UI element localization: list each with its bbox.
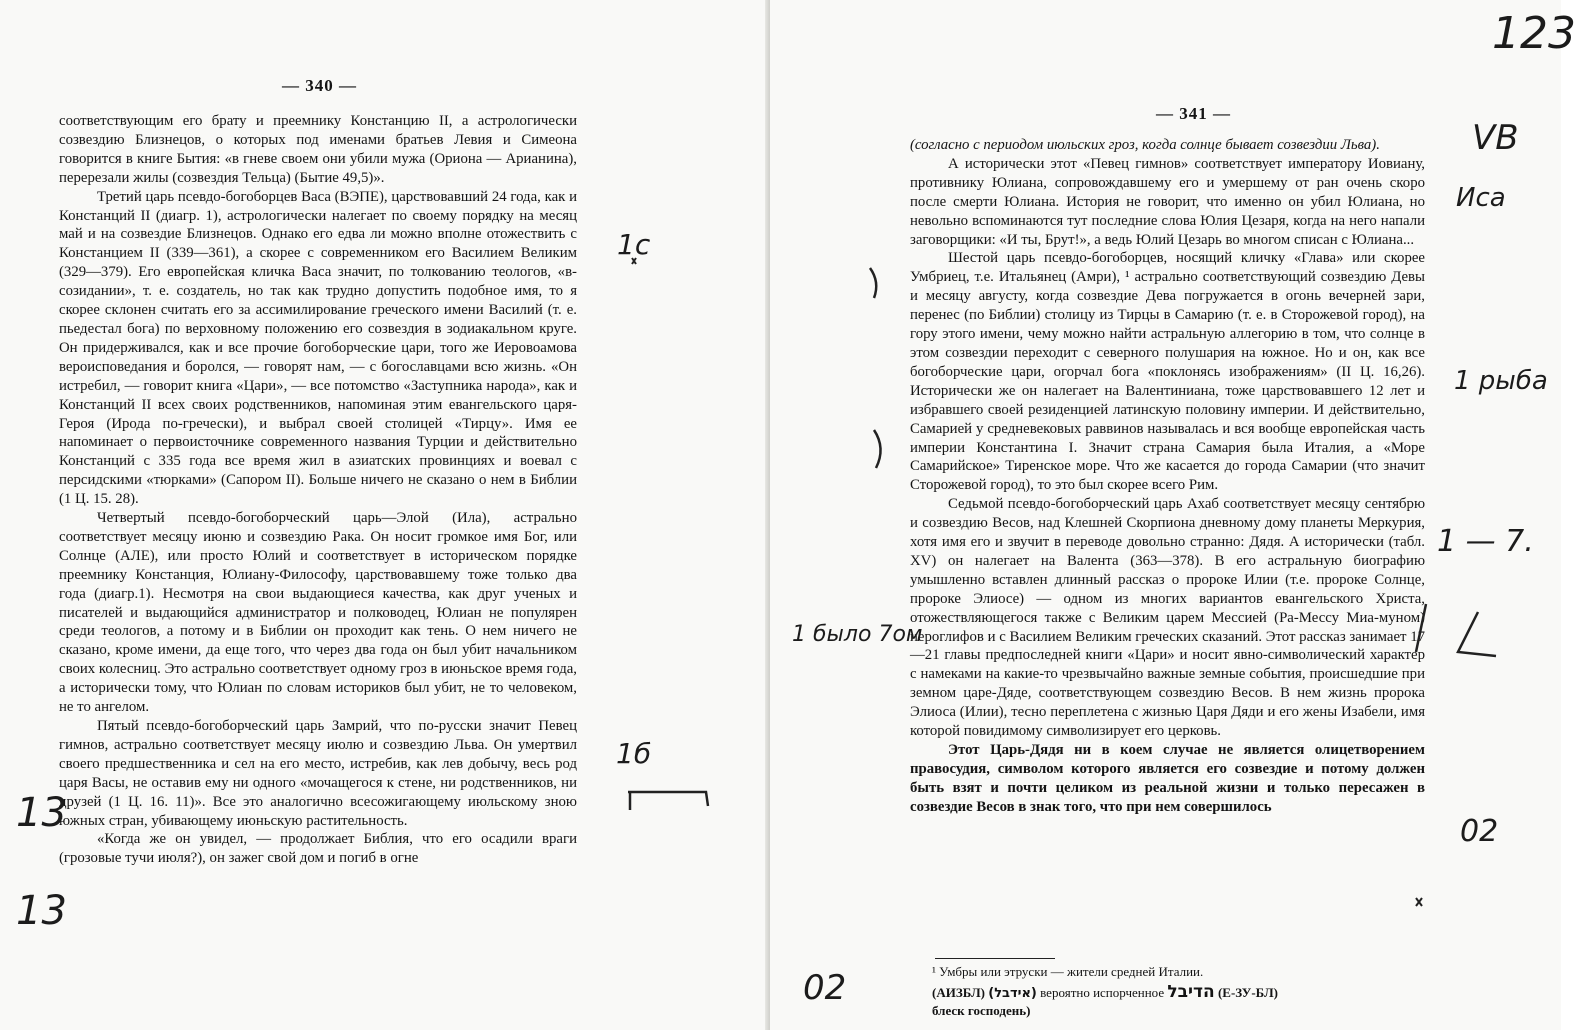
hebrew-word: הדיבל: [1167, 982, 1215, 1002]
pencil-mark: [1416, 604, 1426, 652]
pencil-mark: [632, 258, 636, 264]
handwritten-note: VВ: [1472, 118, 1519, 158]
footnote-line: блеск господень): [932, 1003, 1031, 1018]
paragraph: Этот Царь-Дядя ни в коем случае не является олицетворением правосудия, символом которого является его созвездие и потому должен быть взят и почти целиком из реальной жизни и только пересажен в созвездие Весов в знак того, что при нем совершилось: [910, 742, 1425, 815]
paragraph: соответствующим его брату и преемнику Констанцию II, а астрологически созвездию Близнецов, о которых под именами братьев Левия и Симеона говорится в книге Бытия: «в гневе своем они убили мужа (Ориона — Арианина), перерезали жилы (созвездия Тельца) (Бытие 49,5)».: [59, 113, 577, 186]
footnote-part: (АИЗБЛ): [932, 985, 985, 1000]
pencil-mark: [1458, 612, 1496, 656]
footnote-part: (Е-ЗУ-БЛ): [1217, 985, 1278, 1000]
footnote-part: вероятно испорченное: [1040, 985, 1165, 1000]
page-number-340: — 340 —: [282, 76, 357, 95]
handwritten-note: 1 — 7.: [1437, 524, 1534, 559]
pencil-mark: [1416, 898, 1422, 906]
paragraph: Третий царь псевдо-богоборцев Васа (ВЭПЕ), царствовавший 24 года, как и Констанций II (диагр. 1), астрологически налегает по своему порядку на месяц май и на созвездие Близнецов. Однако его едва ли можно вполне отожествить с Констанцием II (339—361), а скорее с современником его Василием Великим (329—379). Его европейская кличка Васа значит, по толкованию теологов, «в-созидании», т. е. создатель, но так как трудно допустить подобное имя, то я скорее склонен считать его за ассимилирование греческого имени Василий (т. е. пьедестал бога) по верховному положению его созвездия в зодиакальном круге. Он придерживался, как и все прочие богоборческие цари, того же Иеровоамова вероисповедания и боролся, — говорят нам, — с богославцами всю жизнь. «Он истребил, — говорит книга «Цари», — все потомство «Заступника народа», как и Констанций II всех своих родственников, напоминая этим евангельского царя-Героя (Ирода по-гречески), и выбрал своей столицей «Тирцу». Имя ее напоминает о первоисточнике современного названия Турции и действительно Констанций с 335 года все время жил в азиатских провинциях и воевал с персидскими «тюрками» (Сапором II). Больше ничего не сказано о нем в Библии (1 Ц. 15. 28).: [59, 188, 577, 508]
handwritten-note: 13: [16, 790, 67, 836]
hebrew-word: (אידבל): [988, 986, 1037, 1001]
handwritten-note: Иса: [1456, 183, 1506, 213]
paragraph: Четвертый псевдо-богоборческий царь—Элой (Ила), астрально соответствует месяцу июню и созвездию Рака. Он носит громкое имя Бог, или Солнце (АЛЕ), или просто Юлий и соответствует в историческом порядке преемнику Констанция, Юлиану-Философу, царствовавшему тоже только два года (диагр.1). Несмотря на свои выдающиеся качества, как друг ученых и писателей и выдающийся администратор и полководец, Юлиан не популярен среди теологов, а потому и в Библии он проходит как тень. О нем ничего не сказано, кроме имени, да еще того, что через два года он был убит начальником своих колесниц. Это астрально соответствует одному гроз в июньское время года, а исторически тому, что Юлиан по словам историков был убит, не то человеком, не то ангелом.: [59, 510, 577, 716]
handwritten-note: 1с: [617, 228, 651, 261]
paragraph: Пятый псевдо-богоборческий царь Замрий, что по-русски значит Певец гимнов, астрально соответствует месяцу июлю и созвездию Льва. Он умертвил своего предшественника и сел на его место, истребив, как лев добычу, весь род царя Васы, не оставив ему ни одного «мочащегося к стене, ни родственников, ни друзей (1 Ц. 16. 11)». Все это аналогично всесожигающему июльскому зною южных стран, убивающему июньскую растительность.: [59, 718, 577, 829]
handwritten-note: 02: [1460, 814, 1499, 849]
handwritten-note: 1б: [616, 737, 652, 770]
page-number-341: — 341 —: [1156, 104, 1231, 123]
footnote-line: ¹ Умбры или этруски — жители средней Италии.: [932, 964, 1204, 979]
handwritten-page-number: 123: [1492, 8, 1576, 59]
paragraph: Шестой царь псевдо-богоборцев, носящий кличку «Глава» или скорее Умбриец, т.е. Итальянец (Амри), ¹ астрально соответствующий созвездию Девы и месяцу августу, когда созвездие Дева погружается в огонь вечерней зари, перенес (по Библии) столицу из Тирцы в Самарию (т. е. в Сторожевой город), на гору этого имени, чему можно найти астральную аллегорию в том, что солнце в этом созвездии переходит с северного полушария на южное. Но и он, как все богоборческие цари, огорчал бога «поклонясь изображениям» (II Ц. 16,26). Исторически же он налегает на Валентиниана, тоже царствовавшего 12 лет и избравшего своей резиденцией латинскую половину империи. И действительно, Самарией у средневековых раввинов называлась и вся вообще европейская часть империи Константина I. Значит страна Самария была Италия, а «Море Самарийское» Тиренское море. Что же касается до города Самарии (что значит Сторожевой город), то это был скорее всего Рим.: [910, 250, 1425, 494]
handwritten-note: 13: [16, 888, 67, 934]
paragraph: А исторически этот «Певец гимнов» соответствует императору Иовиану, противнику Юлиана, сопровождавшему его и умершему от ран очень скоро после смерти Юлиана. История не говорит, что именно он убил Юлиана, но невольно вспоминаются тут последние слова Юлия Цезаря, когда на него напали заговорщики: «И ты, Брут!», а ведь Юлий Цезарь во многом списан с Юлиана...: [910, 155, 1425, 248]
paragraph: «Когда же он увидел, — продолжает Библия, что его осадили враги (грозовые тучи июля?), он зажег свой дом и погиб в огне: [59, 831, 577, 867]
handwritten-note: 02: [803, 968, 847, 1008]
handwritten-note: 1 было 7ом: [792, 622, 923, 647]
paragraph: Седьмой псевдо-богоборческий царь Ахаб соответствует месяцу сентябрю и созвездию Весов, над Клешней Скорпиона дневному дому планеты Меркурия, хотя имя его и звучит в переводе довольно странно: Дядя. А исторически (табл. XV) он налегает на Валента (363—378). В его астральную биографию умышленно вставлен длинный рассказ о пророке Илии (т.е. пророке Солнце, пророке Элиосе) — одном из многих вариантов евангельского Христа, отожествляющегося также с Великим царем Мессией (Ра-Мессу Миа-муном) иероглифов и с Василием Великим греческих сказаний. Этот рассказ занимает 17—21 главы предпоследней книги «Цари» и носит явно-символический характер с намеками на какие-то чрезвычайно важные земные события, происшедшие при земном царе-Дяде, соответствующем созвездию Весов. В нем жизнь пророка Элиоса (Илии), тесно переплетена с жизнью Царя Дяди и его жены Изабели, имя которой повидимому символизирует его церковь.: [910, 496, 1425, 740]
pencil-mark: [874, 430, 881, 468]
handwritten-note: 1 рыба: [1454, 366, 1548, 396]
pencil-mark: [870, 268, 876, 298]
paragraph: (согласно с периодом июльских гроз, когда солнце бывает созвездии Льва).: [910, 137, 1380, 153]
pencil-mark: [628, 792, 708, 806]
